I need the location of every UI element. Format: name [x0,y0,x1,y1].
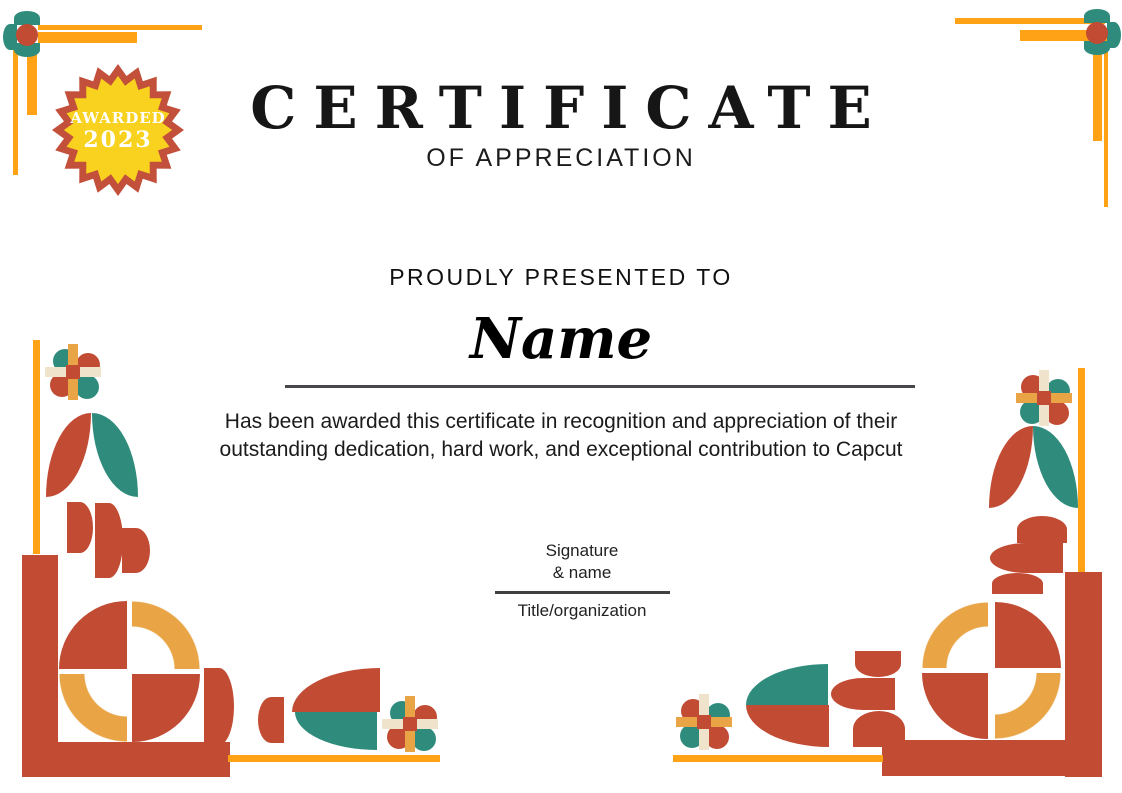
corner-block [882,740,1102,776]
baseline-rule [673,755,883,762]
pinwheel-center [66,365,80,379]
circle-quadrant [995,602,1061,668]
pinwheel-flower-icon [1016,370,1072,426]
half-circle-shape [122,528,150,573]
petal-shape [46,413,91,497]
pinwheel-center [1037,391,1051,405]
fan-blade [1084,9,1110,23]
petal-shape [989,426,1033,508]
signature-rule [495,591,670,594]
pinwheel-center [697,715,711,729]
half-circle-shape [831,678,895,710]
certificate-title: CERTIFICATE [250,74,889,142]
recipient-name: Name [469,306,653,372]
petal-shape [1033,426,1078,508]
half-circle-shape [990,543,1063,573]
pinwheel-center [403,717,417,731]
badge-awarded-label: AWARDED [70,109,166,127]
circle-quadrant-arc [922,602,988,668]
half-circle-shape [1017,516,1067,543]
leaf-shape [746,664,828,705]
signature-title-label: Title/organization [517,601,647,620]
half-circle-shape [95,503,123,578]
body-text-line-1: Has been awarded this certificate in recognition and appreciation of their [224,410,898,433]
corner-line [38,25,202,30]
circle-quadrant [922,673,988,739]
circle-quadrant-arc [995,673,1061,739]
certificate-subtitle: OF APPRECIATION [426,144,696,172]
half-circle-shape [855,651,901,677]
half-circle-shape [992,573,1043,594]
ornament-bottom-left [0,330,460,793]
fan-pinwheel-icon [1073,9,1121,57]
circle-quadrant [132,674,200,742]
leaf-shape [292,668,380,712]
signature-label-line-1: Signature [545,541,619,560]
ornament-bottom-right [660,330,1122,793]
petal-shape [92,413,138,497]
signature-label-line-2: & name [552,563,612,582]
fan-core [16,24,38,46]
circle-quadrant-arc [59,674,127,742]
fan-blade [14,11,40,25]
presented-label: PROUDLY PRESENTED TO [389,264,733,290]
pinwheel-flower-icon [676,694,732,750]
leaf-shape [746,705,829,747]
corner-block [22,742,230,777]
leaf-shape [295,712,377,750]
half-circle-shape [204,668,234,745]
circle-quadrant [59,601,127,669]
half-circle-shape [853,711,905,747]
badge-year: 2023 [83,127,153,153]
half-circle-shape [258,697,284,743]
corner-line [38,32,137,43]
circle-quadrant-arc [132,601,200,669]
half-circle-shape [67,502,93,553]
baseline-rule [228,755,440,762]
body-text-line-2: outstanding dedication, hard work, and exceptional contribution to Capcut [219,438,903,461]
fan-core [1086,22,1108,44]
stem-line [1078,368,1085,573]
fan-pinwheel-icon [3,11,51,59]
pinwheel-flower-icon [45,344,101,400]
pinwheel-flower-icon [382,696,438,752]
stem-line [33,340,40,554]
